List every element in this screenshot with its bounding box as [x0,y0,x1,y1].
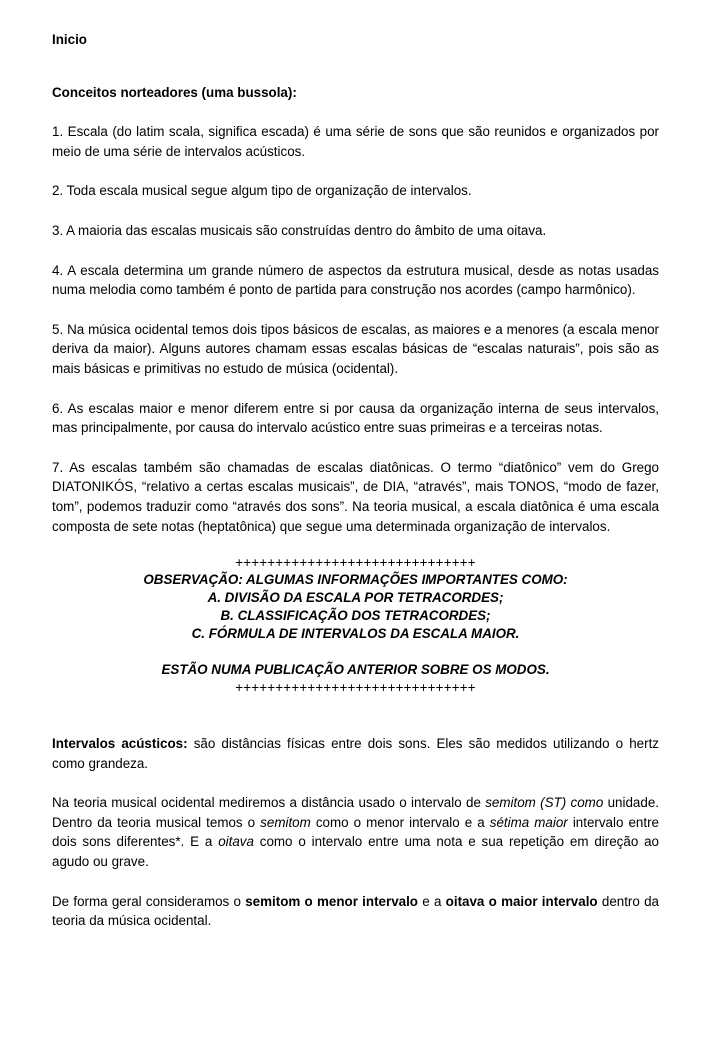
semitone-paragraph: Na teoria musical ocidental mediremos a distância usado o intervalo de semitom (ST) como unidade. Dentro da teoria musical temos o semitom como o menor intervalo e a sétima maior intervalo entre dois sons diferentes*. E a oitava como o intervalo entre uma nota e sua repetição em direção ao agudo ou grave. [52,795,659,870]
conclusion-paragraph: De forma geral consideramos o semitom o menor intervalo e a oitava o maior intervalo dentro da teoria da música ocidental. [52,893,659,929]
observation-line-1: OBSERVAÇÃO: ALGUMAS INFORMAÇÕES IMPORTANTES COMO: [143,572,568,588]
intervals-term: Intervalos acústicos: [52,736,188,752]
list-item-4: 4. A escala determina um grande número de aspectos da estrutura musical, desde as notas usadas numa melodia como também é ponto de partida para construção nos acordes (campo harmônico). [52,262,659,298]
separator-top: ++++++++++++++++++++++++++++++ [235,555,476,571]
list-item-6: 6. As escalas maior e menor diferem entre si por causa da organização interna de seus intervalos, mas principalmente, por causa do intervalo acústico entre suas primeiras e a terceiras notas. [52,400,659,436]
list-item-3: 3. A maioria das escalas musicais são construídas dentro do âmbito de uma oitava. [52,222,547,238]
intervals-definition: Intervalos acústicos: são distâncias físicas entre dois sons. Eles são medidos utilizando o hertz como grandeza. [52,736,659,771]
observation-line-2: A. DIVISÃO DA ESCALA POR TETRACORDES; [207,590,504,606]
list-item-7: 7. As escalas também são chamadas de escalas diatônicas. O termo “diatônico” vem do Grego DIATONIKÓS, “relativo a certas escalas musicais”, de DIA, “através”, mais TONOS, “modo de fazer, tom”, podemos traduzir como “através dos sons”. Na teoria musical, a escala diatônica é uma escala composta de sete notas (heptatônica) que segue uma determinada organização de intervalos. [52,459,659,534]
observation-box [52,554,659,696]
list-item-5: 5. Na música ocidental temos dois tipos básicos de escalas, as maiores e a menores (a escala menor deriva da maior). Alguns autores chamam essas escalas básicas de “escalas naturais”, pois são as mais básicas e primitivas no estudo de música (ocidental). [52,321,659,376]
separator-bottom: ++++++++++++++++++++++++++++++ [235,680,476,696]
observation-line-3: B. CLASSIFICAÇÃO DOS TETRACORDES; [220,608,491,624]
page-title: Inicio [52,32,87,47]
list-item-1: 1. Escala (do latim scala, significa escada) é uma série de sons que são reunidos e organizados por meio de uma série de intervalos acústicos. [52,124,659,159]
list-item-2: 2. Toda escala musical segue algum tipo de organização de intervalos. [52,183,472,199]
observation-line-4: C. FÓRMULA DE INTERVALOS DA ESCALA MAIOR. [191,626,520,642]
section-heading: Conceitos norteadores (uma bussola): [52,84,297,100]
observation-line-5: ESTÃO NUMA PUBLICAÇÃO ANTERIOR SOBRE OS MODOS. [161,662,550,678]
